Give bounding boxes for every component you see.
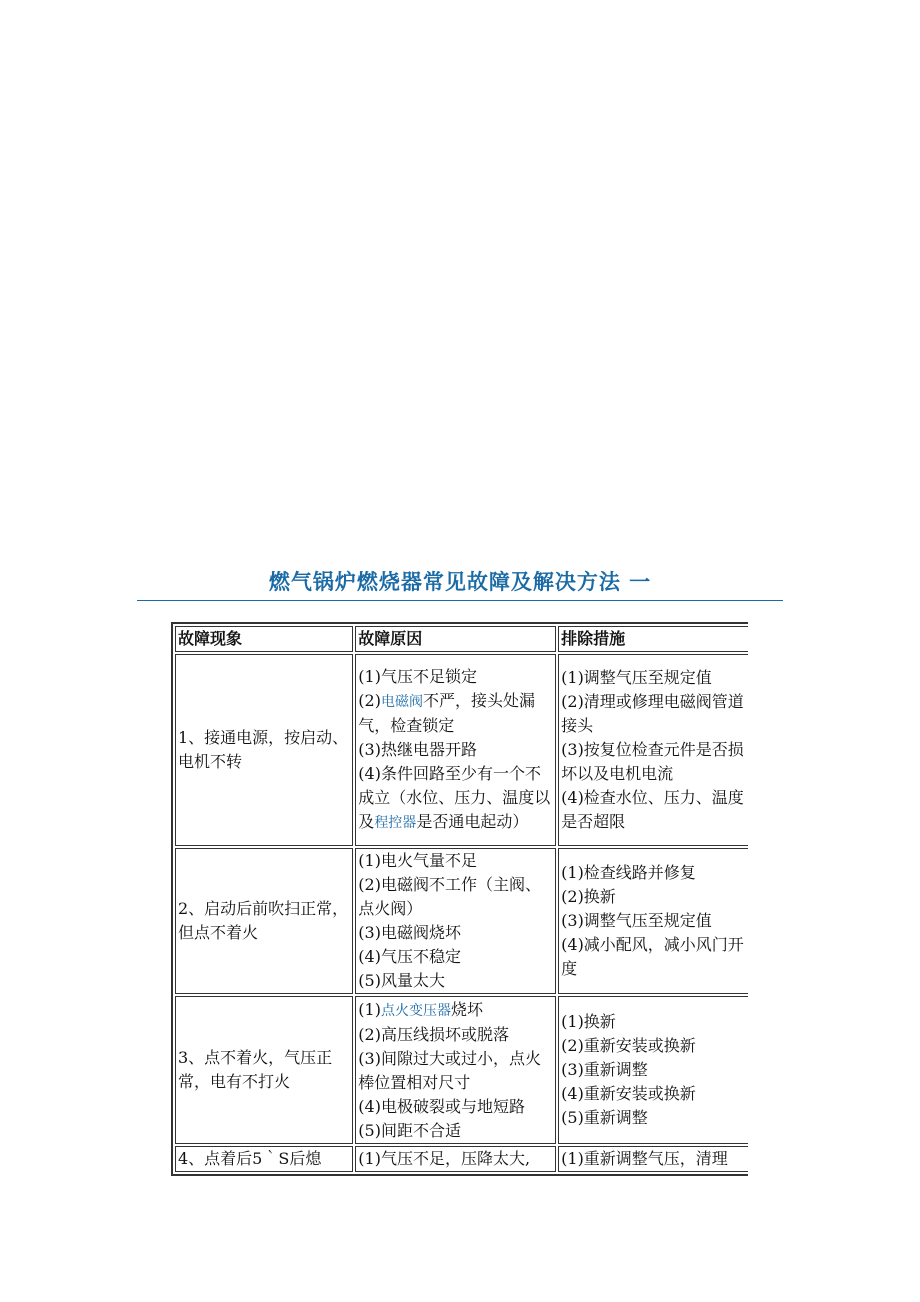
remedy-item: (3)重新调整 bbox=[561, 1060, 648, 1079]
cause-item: (4)气压不稳定 bbox=[358, 947, 461, 966]
program-controller-link[interactable]: 程控器 bbox=[374, 815, 417, 831]
symptom-cell: 4、点着后5｀S后熄 bbox=[175, 1146, 353, 1172]
ignition-transformer-link[interactable]: 点火变压器 bbox=[380, 1002, 451, 1019]
remedy-item: (3)调整气压至规定值 bbox=[561, 911, 712, 930]
table-header-row bbox=[175, 626, 748, 652]
remedy-cell bbox=[558, 996, 748, 1144]
remedy-item: (3)按复位检查元件是否损坏以及电机电流 bbox=[561, 740, 744, 783]
fault-table bbox=[171, 622, 748, 1176]
header-symptom: 故障现象 bbox=[175, 626, 353, 652]
cause-item: (5)风量太大 bbox=[358, 971, 445, 990]
cause-item: (1)气压不足，压降太大, bbox=[358, 1149, 531, 1168]
remedy-item: (1)检查线路并修复 bbox=[561, 863, 696, 882]
table-row bbox=[175, 654, 748, 846]
cause-item: (2)高压线损坏或脱落 bbox=[358, 1024, 509, 1044]
cause-item: (2)电磁阀不严，接头处漏气，检查锁定 bbox=[358, 691, 535, 735]
remedy-item: (4)检查水位、压力、温度是否超限 bbox=[561, 788, 744, 831]
cause-item: (5)间距不合适 bbox=[358, 1120, 461, 1140]
cause-item: (4)电极破裂或与地短路 bbox=[358, 1096, 525, 1116]
remedy-cell bbox=[558, 654, 748, 846]
solenoid-valve-link[interactable]: 电磁阀 bbox=[380, 694, 423, 710]
remedy-item: (4)重新安装或换新 bbox=[561, 1084, 696, 1103]
remedy-cell bbox=[558, 848, 748, 994]
cause-cell bbox=[355, 1146, 556, 1172]
document-title: 燃气锅炉燃烧器常见故障及解决方法 一 bbox=[268, 570, 652, 594]
cause-item: (1)点火变压器烧坏 bbox=[358, 999, 483, 1019]
remedy-item: (1)重新调整气压，清理 bbox=[561, 1149, 728, 1168]
cause-item: (3)热继电器开路 bbox=[358, 740, 477, 759]
cause-item: (4)条件回路至少有一个不成立（水位、压力、温度以及程控器是否通电起动） bbox=[358, 764, 551, 831]
cause-item: (1)气压不足锁定 bbox=[358, 667, 477, 686]
symptom-cell: 1、接通电源，按启动、电机不转 bbox=[175, 654, 353, 846]
remedy-cell bbox=[558, 1146, 748, 1172]
remedy-item: (2)清理或修理电磁阀管道接头 bbox=[561, 692, 744, 735]
header-cause: 故障原因 bbox=[355, 626, 556, 652]
cause-cell bbox=[355, 654, 556, 846]
remedy-item: (1)换新 bbox=[561, 1012, 616, 1031]
table-row bbox=[175, 996, 748, 1144]
cause-item: (1)电火气量不足 bbox=[358, 851, 477, 870]
cause-item: (3)间隙过大或过小，点火棒位置相对尺寸 bbox=[358, 1048, 541, 1092]
header-remedy: 排除措施 bbox=[558, 626, 748, 652]
remedy-item: (1)调整气压至规定值 bbox=[561, 668, 712, 687]
symptom-cell: 3、点不着火，气压正常，电有不打火 bbox=[175, 996, 353, 1144]
symptom-cell: 2、启动后前吹扫正常，但点不着火 bbox=[175, 848, 353, 994]
cause-cell bbox=[355, 996, 556, 1144]
table-row bbox=[175, 848, 748, 994]
title-underline bbox=[137, 600, 783, 601]
cause-cell bbox=[355, 848, 556, 994]
cause-item: (3)电磁阀烧坏 bbox=[358, 923, 461, 942]
remedy-item: (4)减小配风，减小风门开度 bbox=[561, 935, 744, 978]
fault-table-container bbox=[171, 622, 748, 1182]
remedy-item: (2)重新安装或换新 bbox=[561, 1036, 696, 1055]
cause-item: (2)电磁阀不工作（主阀、点火阀） bbox=[358, 875, 541, 918]
remedy-item: (2)换新 bbox=[561, 887, 616, 906]
table-row bbox=[175, 1146, 748, 1172]
remedy-item: (5)重新调整 bbox=[561, 1108, 648, 1127]
